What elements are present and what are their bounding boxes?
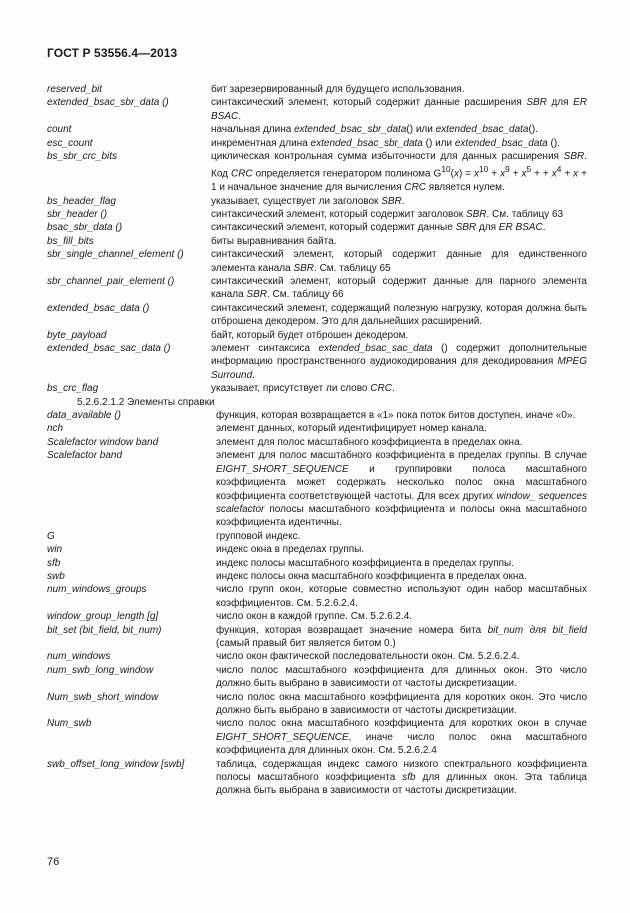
definition-row — [47, 96, 587, 123]
definition-term: extended_bsac_sac_data () — [47, 343, 171, 355]
definition-text: индекс окна в пределах группы. — [216, 544, 365, 556]
definition-row — [47, 583, 587, 610]
definition-term: num_windows_groups — [47, 584, 147, 596]
definition-text: инкрементная длина extended_bsac_sbr_data () или extended_bsac_data (). — [211, 137, 560, 149]
definition-row — [47, 610, 587, 623]
definition-term: bs_fill_bits — [47, 235, 94, 247]
definition-text: синтаксический элемент, который содержит данные для парного элемента канала SBR. См. таблицу 66 — [211, 276, 587, 301]
definition-text: число окон фактической последовательности окон. См. 5.2.6.2.4. — [216, 651, 520, 663]
definition-term: bsac_sbr_data () — [47, 222, 123, 234]
definition-text: циклическая контрольная сумма избыточности для данных расширения SBR. Код CRC определяется генератором полинома $G^{10}(x) = x^{10} + x^9 + x^5$ + + $x^4 + x + 1$ и начальное значение для вычисления CRC является нулем. — [211, 151, 587, 194]
definition-row — [47, 208, 587, 221]
definition-term: win — [47, 544, 63, 556]
definition-term: nch — [47, 423, 64, 435]
definition-term: window_group_length [g] — [47, 611, 159, 623]
definition-term: num_windows — [47, 651, 111, 663]
definition-row — [47, 342, 587, 382]
definition-term: Num_swb — [47, 718, 92, 730]
definition-text: синтаксический элемент, который содержит данные SBR для ER BSAC. — [211, 222, 546, 234]
definition-text: элемент для полос масштабного коэффициента в пределах группы. В случае EIGHT_SHORT_SEQUENCE и группировки полоса масштабного коэффициента может содержать несколько полос окна масштабного коэффициента соответствующей частоты. Для всех других window_ sequences scalefactor полосы масштабного коэффициента и полосы окна масштабного коэффициента идентичны. — [216, 450, 587, 529]
definition-text: начальная длина extended_bsac_sbr_data() или extended_bsac_data(). — [211, 124, 538, 136]
definition-row — [47, 221, 587, 234]
definition-text: число окон в каждой группе. См. 5.2.6.2.4. — [216, 611, 413, 623]
definition-term: extended_bsac_sbr_data () — [47, 97, 169, 109]
definition-text: синтаксический элемент, содержащий полезную нагрузку, которая должна быть отброшена декодером. Это для дальнейших расширений. — [211, 302, 587, 328]
definition-row — [47, 449, 587, 529]
definition-row — [47, 83, 587, 96]
definition-text: указывает, существует ли заголовок SBR. — [211, 195, 405, 207]
definition-text: число групп окон, которые совместно используют один набор масштабных коэффициентов. См. 5.2.6.2.4. — [216, 584, 587, 609]
definition-text: число полос масштабного коэффициента для длинных окон. Это число должно быть выбрано в зависимости от частоты дискретизации. — [216, 664, 587, 690]
definition-row — [47, 409, 587, 422]
definition-text: таблица, содержащая индекс самого низкого спектрального коэффициента полосы масштабного коэффициента sfb для длинных окон. Эта таблица должна быть выбрана в зависимости от частоты дискретизации. — [216, 758, 587, 797]
definition-row — [47, 235, 587, 248]
definition-term: sfb — [47, 557, 61, 569]
definition-row — [47, 382, 587, 395]
definition-term: Num_swb_short_window — [47, 691, 159, 703]
page-number: 76 — [47, 856, 60, 868]
definition-text: индекс полосы масштабного коэффициента в пределах группы. — [216, 557, 515, 569]
definitions-section-syntax — [47, 83, 587, 396]
definition-term: data_available () — [47, 410, 121, 422]
definition-text: указывает, присутствует ли слово CRC. — [211, 383, 395, 395]
definition-row — [47, 758, 587, 798]
definition-row — [47, 717, 587, 757]
definition-row — [47, 150, 587, 195]
definitions-body — [47, 83, 587, 798]
definition-term: G — [47, 530, 55, 542]
definition-row — [47, 123, 587, 136]
definition-text: элемент синтаксиса extended_bsac_sac_data () содержит дополнительные информацию пространственного аудиокодирования для декодирования MPEG Surround. — [211, 343, 587, 381]
definition-row — [47, 275, 587, 302]
definition-term: swb — [47, 570, 65, 582]
definition-term: sbr_single_channel_element () — [47, 249, 184, 261]
definition-term: esc_count — [47, 137, 93, 149]
definition-text: бит зарезервированный для будущего использования. — [211, 84, 465, 95]
page-header: ГОСТ Р 53556.4—2013 — [47, 46, 178, 60]
definition-row — [47, 436, 587, 449]
definitions-section-help — [47, 409, 587, 798]
definition-term: bit_set (bit_field, bit_num) — [47, 624, 162, 636]
definition-row — [47, 422, 587, 435]
definition-text: синтаксический элемент, который содержит заголовок SBR. См. таблицу 63 — [211, 208, 564, 220]
definition-row — [47, 248, 587, 275]
definition-text: биты выравнивания байта. — [211, 235, 337, 247]
definition-text: синтаксический элемент, который содержит данные для единственного элемента канала SBR. См. таблицу 65 — [211, 249, 587, 274]
definition-row — [47, 329, 587, 342]
definition-term: Scalefactor band — [47, 450, 123, 462]
definition-text: элемент данных, который идентифицирует номер канала. — [216, 423, 487, 435]
definition-text: число полос окна масштабного коэффициента для коротких окон. Это число должно быть выбрано в зависимости от частоты дискретизации. — [216, 691, 587, 717]
definition-text: функция, которая возвращает значение номера бита bit_num для bit_field (самый правый бит является битом 0.) — [216, 624, 588, 649]
definition-term: bs_crc_flag — [47, 383, 99, 395]
definition-text: число полос окна масштабного коэффициента для коротких окон в случае EIGHT_SHORT_SEQUENCE, иначе число полос окна масштабного коэффициента для длинных окон. См. 5.2.6.2.4 — [216, 718, 587, 757]
definition-row — [47, 543, 587, 556]
definition-text: индекс полосы окна масштабного коэффициента в пределах окна. — [216, 570, 527, 582]
definition-row — [47, 650, 587, 663]
definition-term: sbr_header () — [47, 208, 108, 220]
definition-term: bs_header_flag — [47, 195, 116, 207]
definition-term: Scalefactor window band — [47, 436, 159, 448]
definition-row — [47, 624, 587, 651]
definition-term: num_swb_long_window — [47, 664, 154, 676]
definition-row — [47, 195, 587, 208]
definition-text: групповой индекс. — [216, 530, 301, 542]
definition-term: swb_offset_long_window [swb] — [47, 758, 185, 770]
definition-row — [47, 302, 587, 329]
definition-row — [47, 530, 587, 543]
definition-term: byte_payload — [47, 329, 107, 341]
definition-term: extended_bsac_data () — [47, 302, 150, 314]
subsection-heading: 5.2.6.2.1.2 Элементы справки — [77, 396, 215, 408]
definition-text: функция, которая возвращается в «1» пока поток битов доступен, иначе «0». — [216, 410, 576, 422]
definition-row — [47, 570, 587, 583]
definition-term: reserved_bit — [47, 84, 103, 95]
definition-term: sbr_channel_pair_element () — [47, 276, 175, 288]
definition-term: bs_sbr_crc_bits — [47, 151, 118, 163]
definition-text: синтаксический элемент, который содержит данные расширения SBR для ER BSAC. — [211, 97, 587, 122]
definition-row — [47, 557, 587, 570]
definition-row — [47, 664, 587, 691]
definition-term: count — [47, 124, 72, 136]
definition-text: байт, который будет отброшен декодером. — [211, 329, 409, 341]
definition-row — [47, 691, 587, 718]
definition-row — [47, 137, 587, 150]
definition-text: элемент для полос масштабного коэффициента в пределах окна. — [216, 436, 523, 448]
